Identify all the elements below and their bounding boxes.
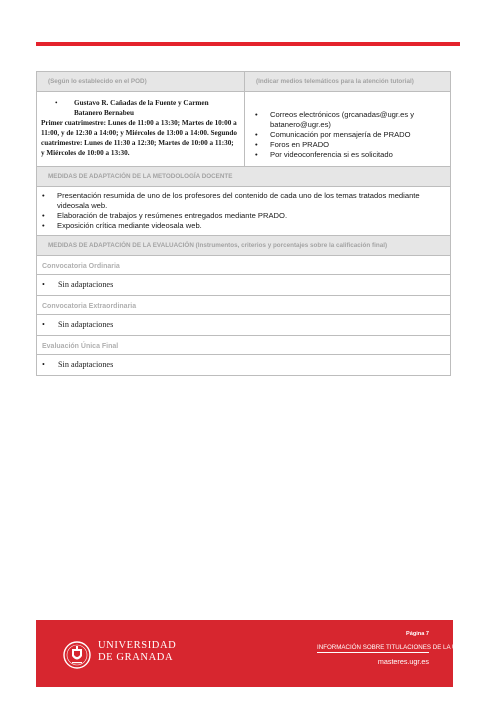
list-item: • Foros en PRADO bbox=[255, 140, 330, 149]
header-pod: (Según lo establecido en el POD) bbox=[37, 72, 245, 91]
list-item: • Correos electrónicos (grcanadas@ugr.es y batanero@ugr.es) bbox=[255, 110, 415, 129]
section-body-unica-final bbox=[37, 355, 450, 376]
tutoring-header-row bbox=[37, 72, 450, 92]
list-item: • Sin adaptaciones bbox=[42, 360, 114, 369]
list-item: • Sin adaptaciones bbox=[42, 280, 114, 289]
page-footer bbox=[36, 620, 466, 687]
bullet-icon: • bbox=[55, 99, 58, 107]
bullet-icon: • bbox=[255, 110, 258, 119]
evaluation-header: MEDIDAS DE ADAPTACIÓN DE LA EVALUACIÓN (Instrumentos, criterios y porcentajes sobre la calificación final) bbox=[37, 236, 450, 256]
section-title-unica-final: Evaluación Única Final bbox=[37, 336, 450, 355]
section-body-extraordinaria bbox=[37, 315, 450, 336]
tutor-list-item bbox=[41, 98, 238, 118]
adaptation-list bbox=[42, 280, 442, 290]
bullet-icon: • bbox=[42, 280, 45, 289]
tutoring-schedule-cell bbox=[37, 92, 245, 166]
tutor-names: Gustavo R. Cañadas de la Fuente y Carmen Batanero Bernabeu bbox=[74, 99, 209, 117]
adaptation-list bbox=[42, 360, 442, 370]
bullet-icon: • bbox=[255, 130, 258, 139]
section-title-extraordinaria: Convocatoria Extraordinaria bbox=[37, 296, 450, 315]
university-name bbox=[98, 640, 176, 664]
tutoring-schedule: Primer cuatrimestre: Lunes de 11:00 a 13:30; Martes de 10:00 a 11:00, y de 12:30 a 14:00; y Miércoles de 13:00 a 14:00. Segundo cuatrimestre: Lunes de 11:30 a 12:30; Martes de 10:00 a 11:30; y Miércoles de 10:00 a 13:30. bbox=[41, 119, 237, 157]
bullet-icon: • bbox=[42, 191, 45, 200]
list-item: • Comunicación por mensajería de PRADO bbox=[255, 130, 411, 139]
list-item: • Exposición crítica mediante videosala web. bbox=[42, 221, 202, 230]
header-telematic: (Indicar medios telemáticos para la atención tutorial) bbox=[256, 78, 414, 85]
adaptation-list bbox=[42, 320, 442, 330]
university-line-1: UNIVERSIDAD bbox=[98, 640, 177, 651]
list-item: • Sin adaptaciones bbox=[42, 320, 114, 329]
adaptation-table bbox=[36, 71, 451, 376]
page-number: Página 7 bbox=[405, 631, 429, 637]
bullet-icon: • bbox=[255, 150, 258, 159]
masteres-site-link[interactable]: masteres.ugr.es bbox=[377, 657, 429, 666]
methodology-list bbox=[42, 191, 442, 231]
info-titulaciones-link[interactable]: INFORMACIÓN SOBRE TITULACIONES DE LA UGR bbox=[317, 644, 466, 651]
telematic-media-list bbox=[255, 110, 442, 160]
university-seal-icon bbox=[63, 640, 91, 670]
bullet-icon: • bbox=[255, 140, 258, 149]
top-red-bar bbox=[36, 42, 460, 46]
methodology-header: MEDIDAS DE ADAPTACIÓN DE LA METODOLOGÍA DOCENTE bbox=[37, 167, 450, 187]
bullet-icon: • bbox=[42, 211, 45, 220]
list-item: • Por videoconferencia si es solicitado bbox=[255, 150, 393, 159]
tutoring-row bbox=[37, 92, 450, 167]
methodology-cell bbox=[37, 187, 450, 236]
list-item: • Presentación resumida de uno de los profesores del contenido de cada uno de los temas tratados mediante videosala web. bbox=[42, 191, 420, 210]
section-body-ordinaria bbox=[37, 275, 450, 296]
telematic-media-cell bbox=[245, 92, 450, 166]
bullet-icon: • bbox=[42, 360, 45, 369]
bullet-icon: • bbox=[42, 221, 45, 230]
university-line-2: DE GRANADA bbox=[98, 652, 174, 663]
list-item: • Elaboración de trabajos y resúmenes entregados mediante PRADO. bbox=[42, 211, 288, 220]
section-title-ordinaria: Convocatoria Ordinaria bbox=[37, 256, 450, 275]
bullet-icon: • bbox=[42, 320, 45, 329]
